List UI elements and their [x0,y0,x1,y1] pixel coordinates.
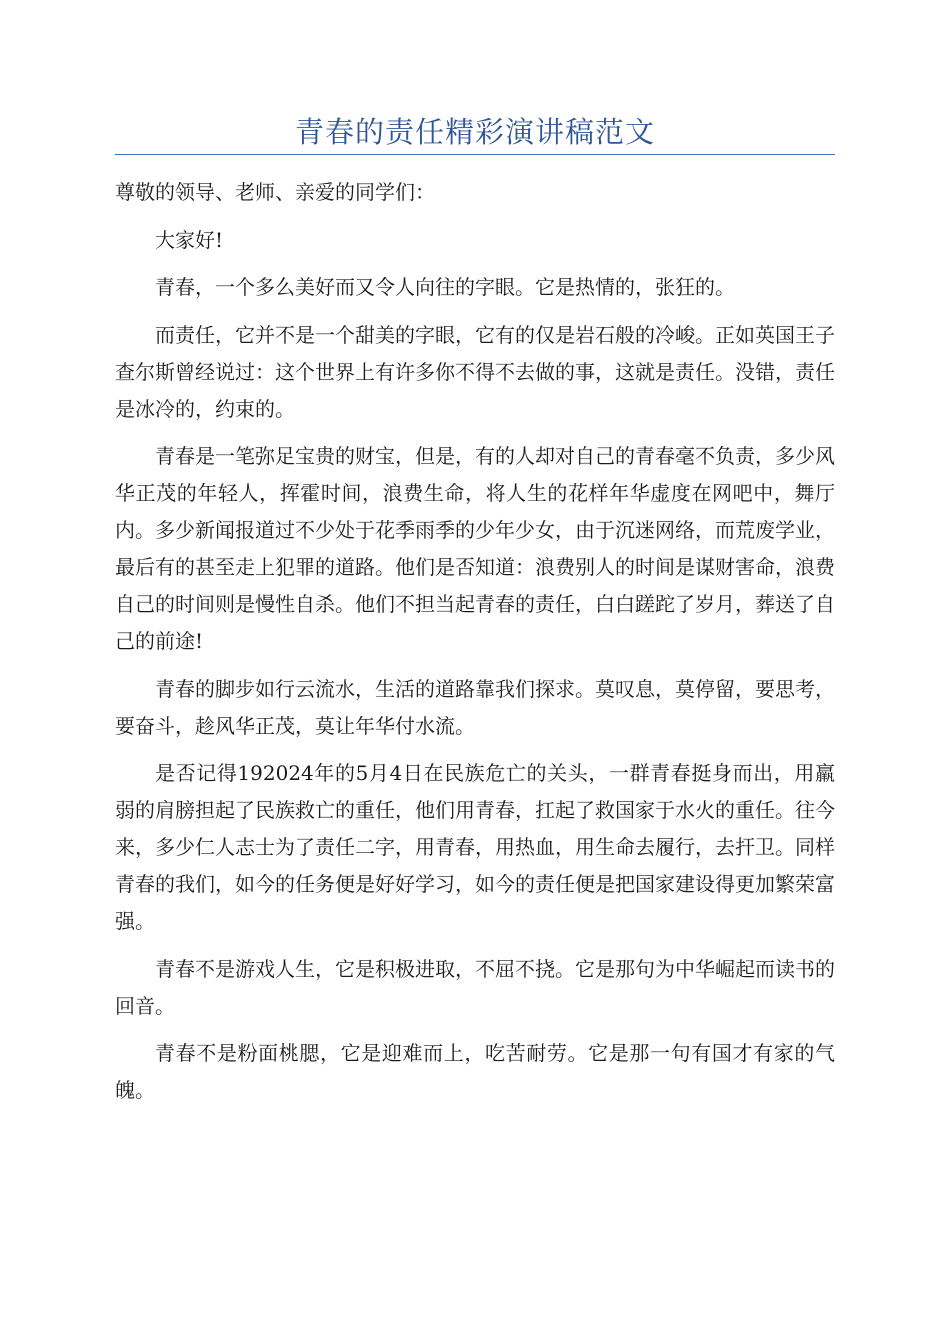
paragraph: 是否记得192024年的5月4日在民族危亡的关头，一群青春挺身而出，用羸弱的肩膀担起了民族救亡的重任，他们用青春，扛起了救国家于水火的重任。往今来，多少仁人志士为了责任二字，用青春，用热血，用生命去履行，去扞卫。同样青春的我们，如今的任务便是好好学习，如今的责任便是把国家建设得更加繁荣富强。 [115,761,835,933]
document-body [115,174,835,1120]
title-underline [115,154,835,155]
paragraph: 青春，一个多么美好而又令人向往的字眼。它是热情的，张狂的。 [155,275,735,299]
paragraph: 青春不是粉面桃腮，它是迎难而上，吃苦耐劳。它是那一句有国才有家的气魄。 [115,1041,835,1102]
paragraph: 而责任，它并不是一个甜美的字眼，它有的仅是岩石般的冷峻。正如英国王子查尔斯曾经说过：这个世界上有许多你不得不去做的事，这就是责任。没错，责任是冰冷的，约束的。 [115,322,835,421]
paragraph: 青春是一笔弥足宝贵的财宝，但是，有的人却对自己的青春毫不负责，多少风华正茂的年轻人，挥霍时间，浪费生命，将人生的花样年华虚度在网吧中，舞厅内。多少新闻报道过不少处于花季雨季的少年少女，由于沉迷网络，而荒废学业，最后有的甚至走上犯罪的道路。他们是否知道：浪费别人的时间是谋财害命，浪费自己的时间则是慢性自杀。他们不担当起青春的责任，白白蹉跎了岁月，葬送了自己的前途! [115,444,835,653]
paragraph: 青春的脚步如行云流水，生活的道路靠我们探求。莫叹息，莫停留，要思考，要奋斗，趁风华正茂，莫让年华付水流。 [115,676,835,738]
document-title: 青春的责任精彩演讲稿范文 [294,115,655,149]
paragraph-salutation: 尊敬的领导、老师、亲爱的同学们： [115,180,435,204]
paragraph-greeting: 大家好! [155,227,224,252]
paragraph: 青春不是游戏人生，它是积极进取，不屈不挠。它是那句为中华崛起而读书的回音。 [115,956,835,1018]
